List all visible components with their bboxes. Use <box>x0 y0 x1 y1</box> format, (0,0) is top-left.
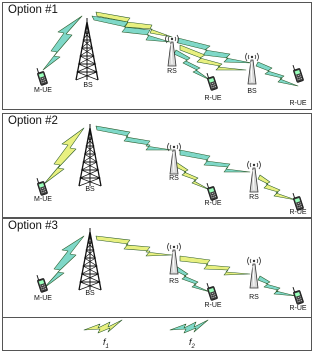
link-rs-rs2-f1 <box>180 256 250 275</box>
legend-f1-label: $f_1$ <box>103 337 109 350</box>
option-1-mue-phone-icon <box>36 66 48 85</box>
legend-f1-symbol <box>84 320 122 333</box>
link-rs2-rue2-f2 <box>258 276 296 296</box>
option-1-rue1-phone-icon <box>206 71 218 90</box>
option-1-rue2-label: R-UE <box>289 100 307 107</box>
link-bs-rs-f1 <box>96 236 172 256</box>
legend-f2-label: $f_2$ <box>189 337 195 350</box>
option-3-rue1-label: R-UE <box>204 302 222 309</box>
option-2-bs-label: BS <box>85 186 95 193</box>
option-2-rs2-label: RS <box>249 194 259 201</box>
option-2-rue1-phone-icon <box>206 181 218 200</box>
link-bs-rs-f2 <box>96 126 172 150</box>
option-2-rue2-label: R-UE <box>289 209 307 216</box>
link-bs-mue-f1 <box>44 128 84 184</box>
option-1-mue-label: M-UE <box>34 87 52 94</box>
link-bs-mue-f2 <box>43 16 82 70</box>
option-3-bs-label: BS <box>85 290 95 297</box>
option-1-bs-label: BS <box>83 82 93 89</box>
option-2-title: Option #2 <box>8 115 58 127</box>
option-3-rue2-label: R-UE <box>289 305 307 312</box>
link-bs2-rue2-f2 <box>256 62 298 86</box>
option-1-rue2-phone-icon <box>292 63 304 82</box>
option-3-mue-label: M-UE <box>34 295 52 302</box>
link-bs-mue-f2 <box>44 236 84 288</box>
option-3-title: Option #3 <box>8 220 58 232</box>
option-2-rue1-label: R-UE <box>204 200 222 207</box>
option-2-bs-tower-icon <box>79 124 101 186</box>
option-2-rs-icon <box>168 143 181 174</box>
option-3-rs2-icon <box>248 257 261 288</box>
option-2-rue2-phone-icon <box>292 191 304 210</box>
option-2-rs-label: RS <box>169 175 179 182</box>
legend-f2-symbol <box>170 320 208 333</box>
option-1-bs-tower-icon <box>76 18 98 80</box>
option-1-bs2-icon <box>246 53 259 84</box>
option-1-title: Option #1 <box>8 4 58 16</box>
option-1-rs-label: RS <box>167 68 177 75</box>
option-1-rue1-label: R-UE <box>204 95 222 102</box>
link-bs-rs-f2 <box>92 16 170 42</box>
option-1-bs2-label: BS <box>247 88 257 95</box>
link-rs-rs2-f2 <box>180 150 250 172</box>
option-3-mue-phone-icon <box>36 273 48 292</box>
option-3-rs2-label: RS <box>249 294 259 301</box>
option-3-rs-label: RS <box>169 278 179 285</box>
option-2-mue-phone-icon <box>36 176 48 195</box>
option-2-mue-label: M-UE <box>34 196 52 203</box>
option-2-rs2-icon <box>248 161 261 192</box>
